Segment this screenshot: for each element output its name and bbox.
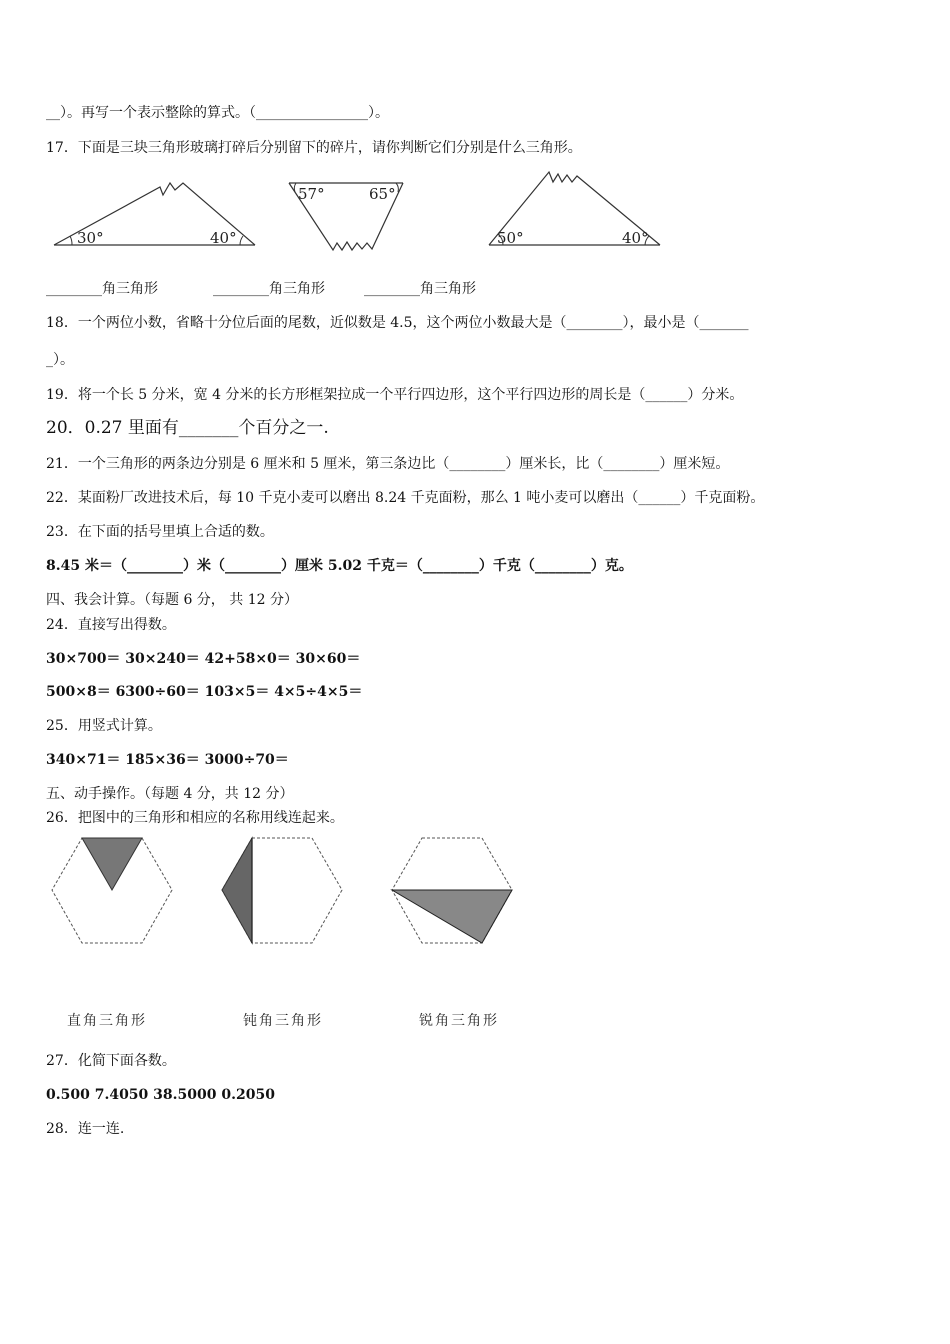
q25-row: 340×71＝ 185×36＝ 3000÷70＝ [46,752,289,768]
q26-text: 26．把图中的三角形和相应的名称用线连起来。 [46,810,344,826]
q24-row-2: 500×8＝ 6300÷60＝ 103×5＝ 4×5÷4×5＝ [46,684,363,700]
q24-text: 24．直接写出得数。 [46,617,176,633]
q17-text: 17．下面是三块三角形玻璃打碎后分别留下的碎片，请你判断它们分别是什么三角形。 [46,140,582,156]
angle-c2: 40° [622,229,649,247]
section-4-title: 四、我会计算。（每题 6 分， 共 12 分） [46,592,298,608]
q23-blanks: 8.45 米＝（________）米（________）厘米 5.02 千克＝（________）千克（________）克。 [46,558,633,574]
q22-text: 22．某面粉厂改进技术后，每 10 千克小麦可以磨出 8.24 千克面粉，那么 1 吨小麦可以磨出（______）千克面粉。 [46,490,765,506]
angle-a2: 40° [210,229,237,247]
q19-text: 19．将一个长 5 分米，宽 4 分米的长方形框架拉成一个平行四边形，这个平行四边形的周长是（______）分米。 [46,387,744,403]
q17-blank-3: ________角三角形 [364,281,476,297]
q28-text: 28．连一连. [46,1121,125,1137]
name-obtuse-triangle: 钝角三角形 [243,1013,323,1029]
name-acute-triangle: 锐角三角形 [419,1013,499,1029]
q25-text: 25．用竖式计算。 [46,718,162,734]
q17-blank-2: ________角三角形 [213,281,325,297]
q27-text: 27．化简下面各数。 [46,1053,176,1069]
name-right-triangle: 直角三角形 [67,1013,147,1029]
q23-text: 23．在下面的括号里填上合适的数。 [46,524,274,540]
angle-c1: 50° [497,229,524,247]
q20-text: 20．0.27 里面有_______个百分之一. [46,418,329,438]
q18-text: 18．一个两位小数，省略十分位后面的尾数，近似数是 4.5，这个两位小数最大是（________），最小是（_______ [46,315,749,331]
q21-text: 21．一个三角形的两条边分别是 6 厘米和 5 厘米，第三条边比（________）厘米长，比（________）厘米短。 [46,456,730,472]
angle-a1: 30° [77,229,104,247]
angle-b2: 65° [369,185,396,203]
q17-blank-1: ________角三角形 [46,281,158,297]
q18-tail: _）。 [46,352,74,368]
q24-row-1: 30×700＝ 30×240＝ 42+58×0＝ 30×60＝ [46,651,361,667]
section-5-title: 五、动手操作。（每题 4 分，共 12 分） [46,786,294,802]
q27-numbers: 0.500 7.4050 38.5000 0.2050 [46,1087,275,1103]
q16-tail: __）。再写一个表示整除的算式。（________________）。 [46,105,389,121]
angle-b1: 57° [298,185,325,203]
